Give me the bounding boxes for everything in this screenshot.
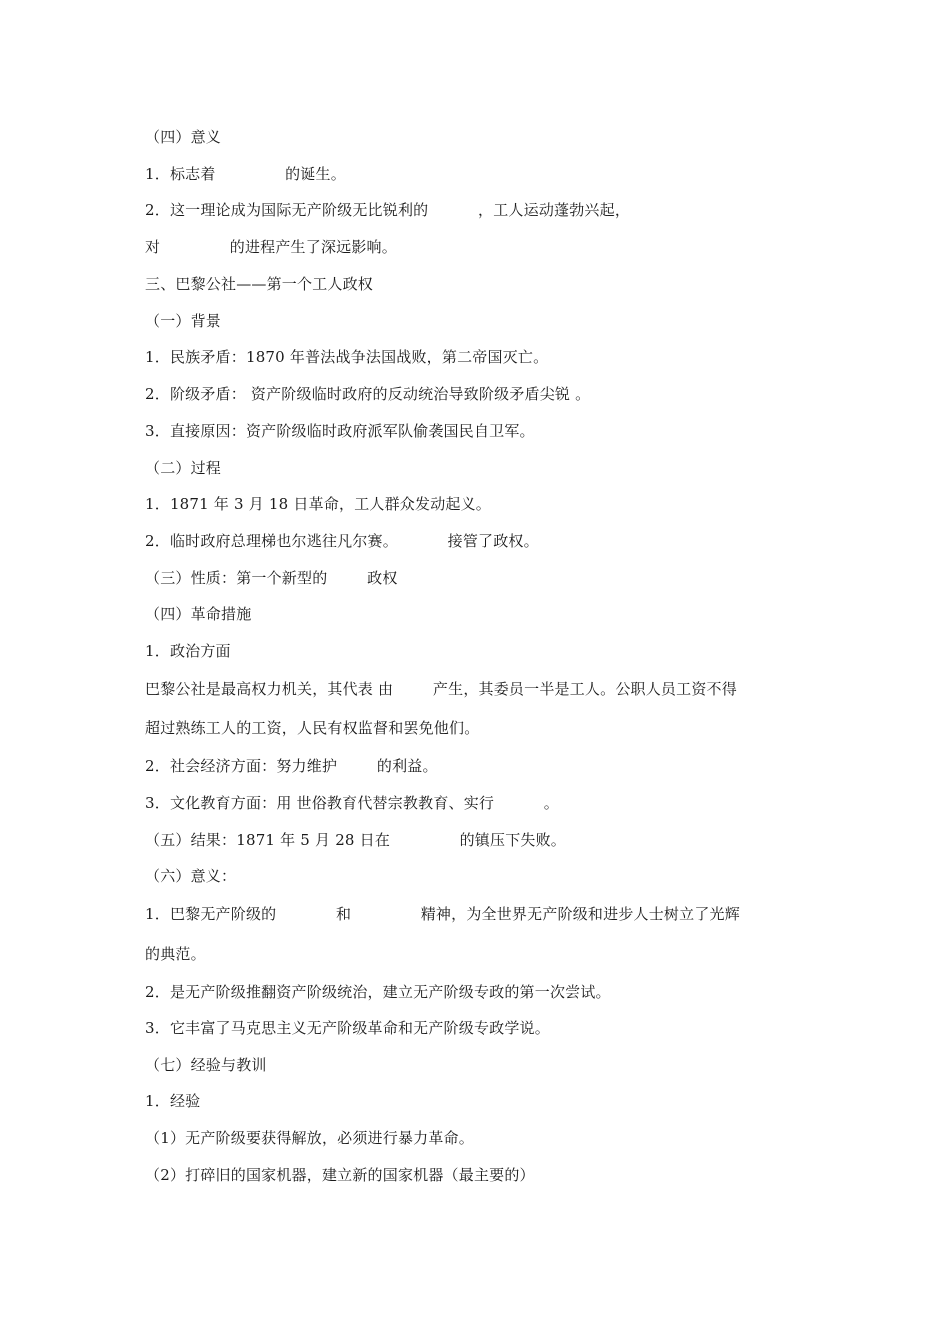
text-line: 2．是无产阶级推翻资产阶级统治，建立无产阶级专政的第一次尝试。: [145, 983, 611, 1001]
text-line: 2．社会经济方面：努力维护 的利益。: [145, 757, 438, 775]
text-line: 对 的进程产生了深远影响。: [145, 238, 397, 256]
text-line: 2．这一理论成为国际无产阶级无比锐利的 ，工人运动蓬勃兴起，: [145, 201, 631, 219]
heading-significance: （四）意义: [145, 128, 222, 146]
text-line: 1．经验: [145, 1092, 201, 1110]
text-line: 2．临时政府总理梯也尔逃往凡尔赛。 接管了政权。: [145, 532, 539, 550]
text-line: 3．直接原因：资产阶级临时政府派军队偷袭国民自卫军。: [145, 422, 535, 440]
text-line: 超过熟练工人的工资，人民有权监督和罢免他们。: [145, 719, 480, 737]
heading-background: （一）背景: [145, 312, 222, 330]
text-line: 1．1871 年 3 月 18 日革命，工人群众发动起义。: [145, 495, 491, 513]
heading-process: （二）过程: [145, 459, 222, 477]
heading-significance-2: （六）意义：: [145, 867, 237, 885]
text-line: 2．阶级矛盾： 资产阶级临时政府的反动统治导致阶级矛盾尖锐 。: [145, 385, 591, 403]
text-line: 3．它丰富了马克思主义无产阶级革命和无产阶级专政学说。: [145, 1019, 550, 1037]
text-line: 巴黎公社是最高权力机关，其代表 由 产生，其委员一半是工人。公职人员工资不得: [145, 680, 737, 698]
heading-nature: （三）性质：第一个新型的 政权: [145, 569, 398, 587]
text-line: （1）无产阶级要获得解放，必须进行暴力革命。: [145, 1129, 474, 1147]
text-line: 3．文化教育方面：用 世俗教育代替宗教教育、实行 。: [145, 794, 559, 812]
heading-lessons: （七）经验与教训: [145, 1056, 267, 1074]
heading-measures: （四）革命措施: [145, 605, 252, 623]
heading-result: （五）结果：1871 年 5 月 28 日在 的镇压下失败。: [145, 831, 566, 849]
text-line: 1．标志着 的诞生。: [145, 165, 346, 183]
text-line: 1．民族矛盾：1870 年普法战争法国战败，第二帝国灭亡。: [145, 348, 549, 366]
text-line: 1．政治方面: [145, 642, 231, 660]
text-line: 的典范。: [145, 945, 206, 963]
text-line: （2）打碎旧的国家机器，建立新的国家机器（最主要的）: [145, 1166, 535, 1184]
section-heading-paris-commune: 三、巴黎公社——第一个工人政权: [145, 275, 374, 293]
text-line: 1．巴黎无产阶级的 和 精神，为全世界无产阶级和进步人士树立了光辉: [145, 905, 740, 923]
